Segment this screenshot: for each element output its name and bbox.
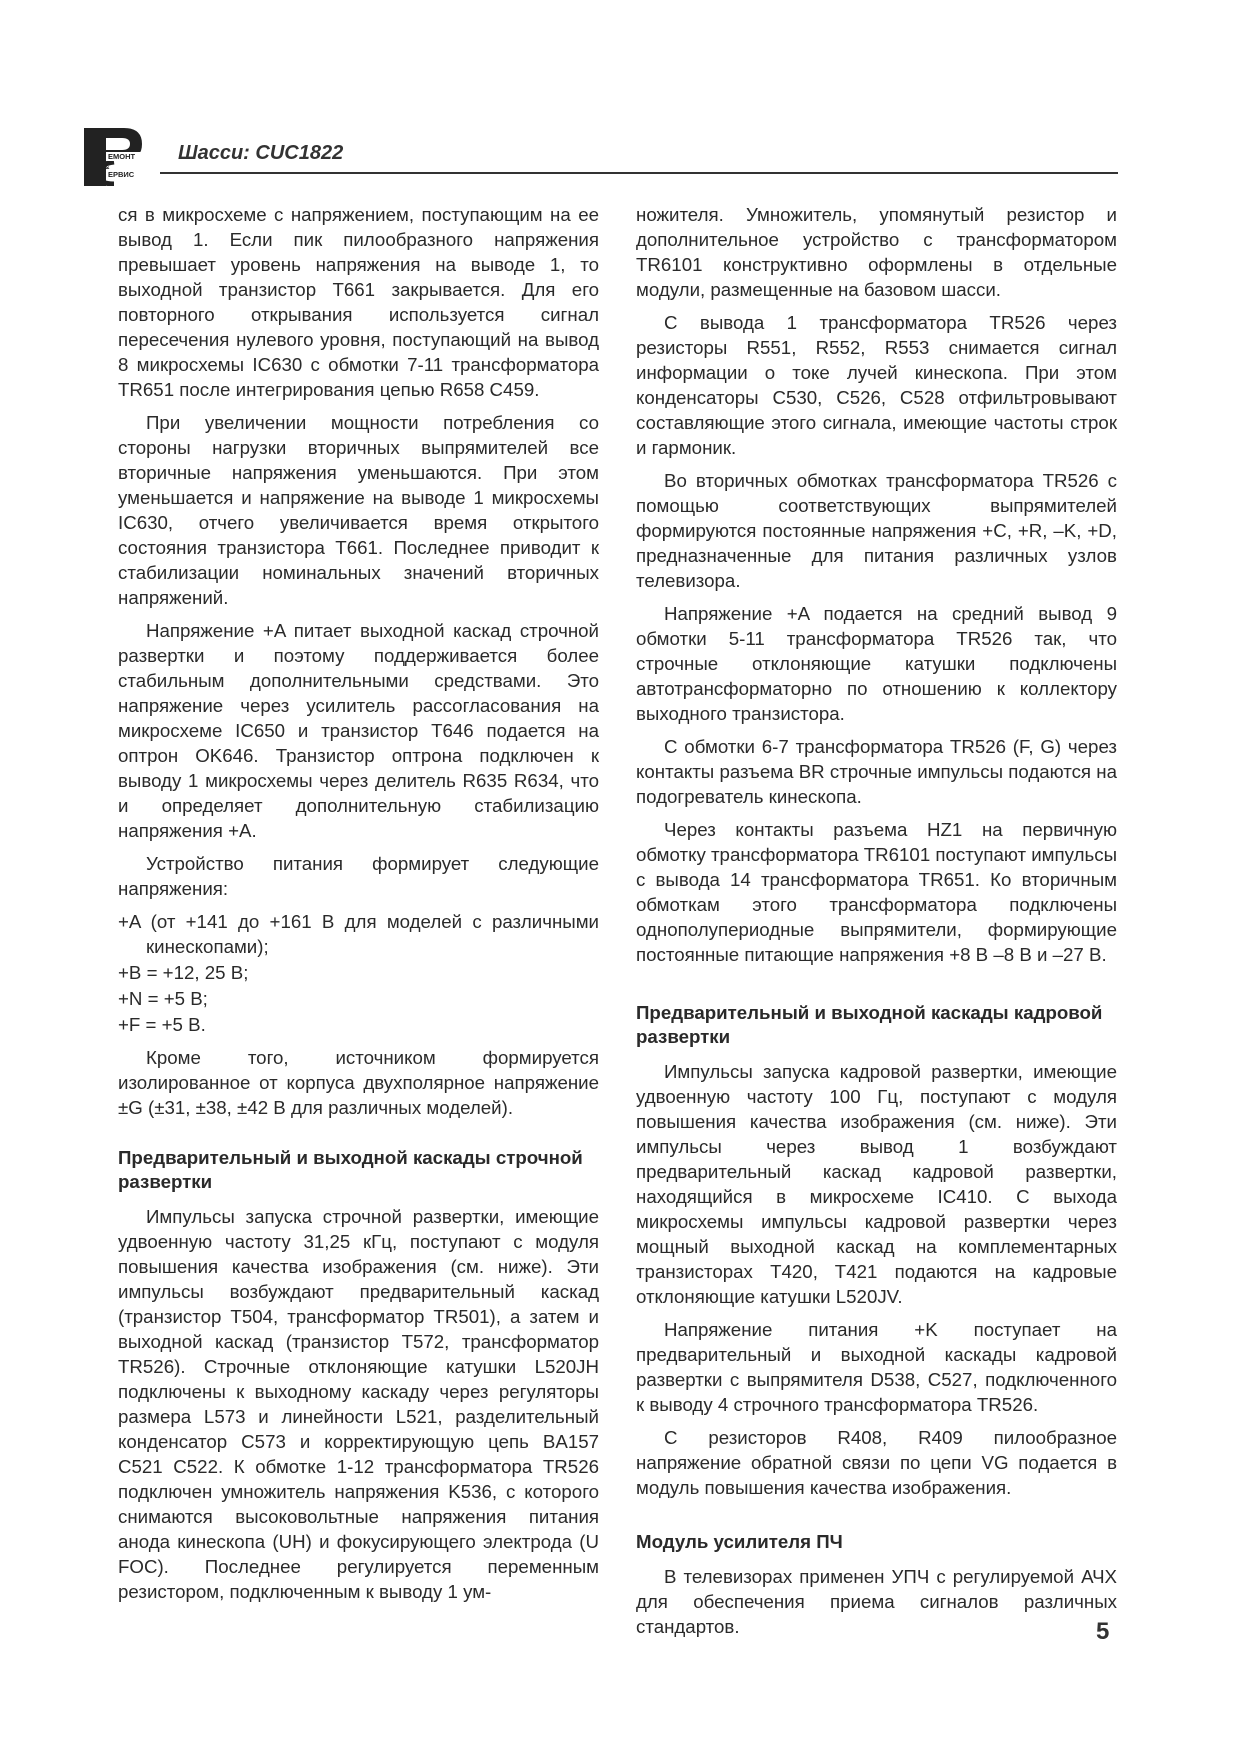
paragraph: С обмотки 6-7 трансформатора TR526 (F, G) через контакты разъема BR строчные импульсы подаются на подогреватель кинескопа. [636,736,1117,807]
paragraph: Напряжение питания +K поступает на предварительный и выходной каскады кадровой развертки с выпрямителя D538, C527, подключенного к выводу 4 строчного трансформатора TR526. [636,1319,1117,1415]
paragraph: Кроме того, источником формируется изолированное от корпуса двухполярное напряжение ±G (±31, ±38, ±42 В для различных моделей). [118,1047,599,1118]
paragraph: Напряжение +A питает выходной каскад строчной развертки и поэтому поддерживается более стабильным дополнительными средствами. Это напряжение через усилитель рассогласования на микросхеме IC650 и транзистор T646 подается на оптрон OK646. Транзистор оптрона подключен к выводу 1 микросхемы через делитель R635 R634, что и определяет дополнительную стабилизацию напряжения +A. [118,620,599,841]
paragraph: Во вторичных обмотках трансформатора TR526 с помощью соответствующих выпрямителей формируются постоянные напряжения +C, +R, –K, +D, предназначенные для питания различных узлов телевизора. [636,470,1117,591]
paragraph: Импульсы запуска кадровой развертки, имеющие удвоенную частоту 100 Гц, поступают с модуля повышения качества изображения (см. ниже). Эти импульсы через вывод 1 возбуждают предварительный каскад кадровой развертки, находящийся в микросхеме IC410. С выхода микросхемы импульсы кадровой развертки через мощный выходной каскад на комплементарных транзисторах T420, T421 подаются на кадровые отклоняющие катушки L520JV. [636,1061,1117,1307]
list-item: +A (от +141 до +161 В для моделей с различными кинескопами); [118,911,599,957]
header-divider [160,172,1118,174]
list-item: +B = +12, 25 В; [118,962,249,983]
paragraph: ножителя. Умножитель, упомянутый резистор и дополнительное устройство с трансформатором TR6101 конструктивно оформлены в отдельные модули, размещенные на базовом шасси. [636,204,1117,300]
paragraph: Устройство питания формирует следующие напряжения: [118,853,599,899]
page-number: 5 [1096,1618,1110,1645]
section-heading: Модуль усилителя ПЧ [636,1531,843,1552]
list-item: +N = +5 В; [118,988,208,1009]
paragraph: Напряжение +A подается на средний вывод 9 обмотки 5-11 трансформатора TR526 так, что строчные отклоняющие катушки подключены автотрансформаторно по отношению к коллектору выходного транзистора. [636,603,1117,724]
svg-text:ЕРВИС: ЕРВИС [108,170,135,179]
paragraph: С вывода 1 трансформатора TR526 через резисторы R551, R552, R553 снимается сигнал информации о токе лучей кинескопа. При этом конденсаторы C530, C526, C528 отфильтровывают составляющие этого сигнала, имеющие частоты строк и гармоник. [636,312,1117,458]
paragraph: Импульсы запуска строчной развертки, имеющие удвоенную частоту 31,25 кГц, поступают с модуля повышения качества изображения (см. ниже). Эти импульсы возбуждают предварительный каскад (транзистор T504, трансформатор TR501), а затем и выходной каскад (транзистор T572, трансформатор TR526). Строчные отклоняющие катушки L520JH подключены к выходному каскаду через регуляторы размера L573 и линейности L521, разделительный конденсатор C573 и корректирующую цепь BA157 C521 C522. К обмотке 1-12 трансформатора TR526 подключен умножитель напряжения K536, с которого снимаются высоковольтные напряжения питания анода кинескопа (UH) и фокусирующего электрода (U FOC). Последнее регулируется переменным резистором, подключенным к выводу 1 ум- [118,1206,599,1602]
section-heading: Предварительный и выходной каскады строчной развертки [118,1147,583,1192]
svg-text:ЕМОНТ: ЕМОНТ [108,152,136,161]
publisher-logo [84,124,146,186]
remont-servis-logo-icon [84,124,146,186]
paragraph: При увеличении мощности потребления со стороны нагрузки вторичных выпрямителей все вторичные напряжения уменьшаются. При этом уменьшается и напряжение на выводе 1 микросхемы IC630, отчего увеличивается время открытого состояния транзистора T661. Последнее приводит к стабилизации номинальных значений вторичных напряжений. [118,412,599,608]
left-column [118,202,599,1612]
paragraph: ся в микросхеме с напряжением, поступающим на ее вывод 1. Если пик пилообразного напряжения превышает уровень напряжения на выводе 1, то выходной транзистор T661 закрывается. Для его повторного открывания используется сигнал пересечения нулевого уровня, поступающий на вывод 8 микросхемы IC630 с обмотки 7-11 трансформатора TR651 после интегрирования цепью R658 C459. [118,204,599,400]
paragraph: С резисторов R408, R409 пилообразное напряжение обратной связи по цепи VG подается в модуль повышения качества изображения. [636,1427,1117,1498]
paragraph: Через контакты разъема HZ1 на первичную обмотку трансформатора TR6101 поступают импульсы с вывода 14 трансформатора TR651. Ко вторичным обмоткам этого трансформатора подключены однополупериодные выпрямители, формирующие постоянные питающие напряжения +8 В –8 В и –27 В. [636,819,1117,965]
section-heading: Предварительный и выходной каскады кадровой развертки [636,1002,1103,1047]
svg-text:&: & [104,162,110,171]
list-item: +F = +5 В. [118,1014,206,1035]
page-header-title: Шасси: CUC1822 [178,142,344,164]
right-column [636,202,1117,1647]
paragraph: В телевизорах применен УПЧ с регулируемой АЧХ для обеспечения приема сигналов различных стандартов. [636,1566,1117,1637]
